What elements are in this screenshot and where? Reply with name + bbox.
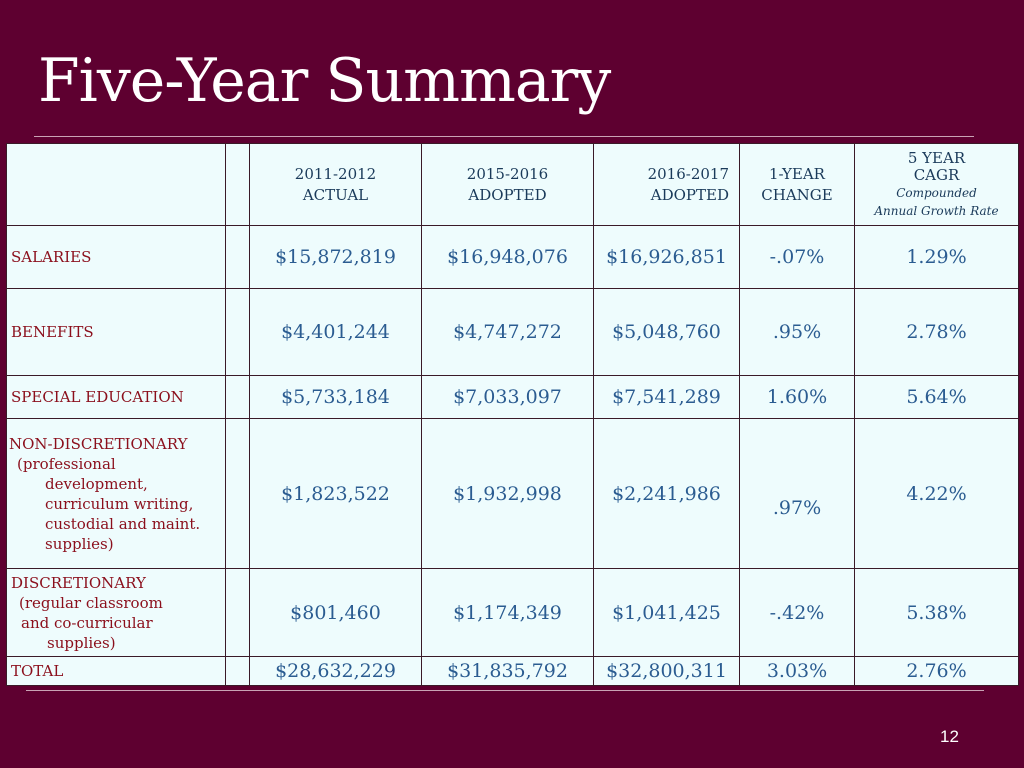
cell-1-year-change: -.42% — [740, 569, 855, 657]
cell-2015-2016: $31,835,792 — [422, 657, 594, 686]
spacer-cell — [226, 376, 250, 419]
summary-table — [6, 143, 1019, 686]
cell-2016-2017: $32,800,311 — [594, 657, 740, 686]
cell-1-year-change: 1.60% — [740, 376, 855, 419]
page-number: 12 — [940, 727, 959, 746]
cell-2016-2017: $1,041,425 — [594, 569, 740, 657]
cell-2016-2017: $2,241,986 — [594, 419, 740, 569]
header-2015-2016: 2015-2016 ADOPTED — [422, 144, 594, 226]
cell-2011-2012: $4,401,244 — [250, 289, 422, 376]
spacer-cell — [226, 144, 250, 226]
table-row — [7, 657, 1019, 686]
page-title: Five-Year Summary — [38, 46, 611, 116]
cell-5-year-cagr: 1.29% — [855, 226, 1019, 289]
row-label-non-discretionary: NON-DISCRETIONARY (professional development, curriculum writing, custodial and maint. supplies) — [7, 419, 226, 569]
table-row — [7, 376, 1019, 419]
row-label-benefits: BENEFITS — [7, 289, 226, 376]
row-label-total: TOTAL — [7, 657, 226, 686]
footer-divider — [26, 690, 984, 691]
cell-5-year-cagr: 2.78% — [855, 289, 1019, 376]
spacer-cell — [226, 419, 250, 569]
table-row — [7, 289, 1019, 376]
header-row — [7, 144, 1019, 226]
header-1-year-change: 1-YEAR CHANGE — [740, 144, 855, 226]
cell-2016-2017: $7,541,289 — [594, 376, 740, 419]
row-label-discretionary: DISCRETIONARY (regular classroom and co-curricular supplies) — [7, 569, 226, 657]
cell-5-year-cagr: 5.64% — [855, 376, 1019, 419]
header-2016-2017: 2016-2017 ADOPTED — [594, 144, 740, 226]
cell-2011-2012: $28,632,229 — [250, 657, 422, 686]
row-label-salaries: SALARIES — [7, 226, 226, 289]
cell-2011-2012: $801,460 — [250, 569, 422, 657]
cell-1-year-change: .97% — [740, 419, 855, 569]
cell-5-year-cagr: 4.22% — [855, 419, 1019, 569]
cell-2015-2016: $1,174,349 — [422, 569, 594, 657]
header-label-cell — [7, 144, 226, 226]
header-2011-2012: 2011-2012 ACTUAL — [250, 144, 422, 226]
cell-2015-2016: $4,747,272 — [422, 289, 594, 376]
cell-2015-2016: $7,033,097 — [422, 376, 594, 419]
table-row — [7, 569, 1019, 657]
spacer-cell — [226, 657, 250, 686]
table-row — [7, 226, 1019, 289]
cell-2015-2016: $1,932,998 — [422, 419, 594, 569]
cell-2011-2012: $15,872,819 — [250, 226, 422, 289]
cell-1-year-change: .95% — [740, 289, 855, 376]
cell-2011-2012: $5,733,184 — [250, 376, 422, 419]
header-5-year-cagr: 5 YEAR CAGR Compounded Annual Growth Rate — [855, 144, 1019, 226]
row-label-special-education: SPECIAL EDUCATION — [7, 376, 226, 419]
cell-1-year-change: -.07% — [740, 226, 855, 289]
spacer-cell — [226, 289, 250, 376]
cell-5-year-cagr: 5.38% — [855, 569, 1019, 657]
cell-2015-2016: $16,948,076 — [422, 226, 594, 289]
cell-2016-2017: $5,048,760 — [594, 289, 740, 376]
title-divider — [34, 136, 974, 137]
cell-2011-2012: $1,823,522 — [250, 419, 422, 569]
cell-1-year-change: 3.03% — [740, 657, 855, 686]
table-row — [7, 419, 1019, 569]
spacer-cell — [226, 569, 250, 657]
cell-2016-2017: $16,926,851 — [594, 226, 740, 289]
spacer-cell — [226, 226, 250, 289]
cell-5-year-cagr: 2.76% — [855, 657, 1019, 686]
